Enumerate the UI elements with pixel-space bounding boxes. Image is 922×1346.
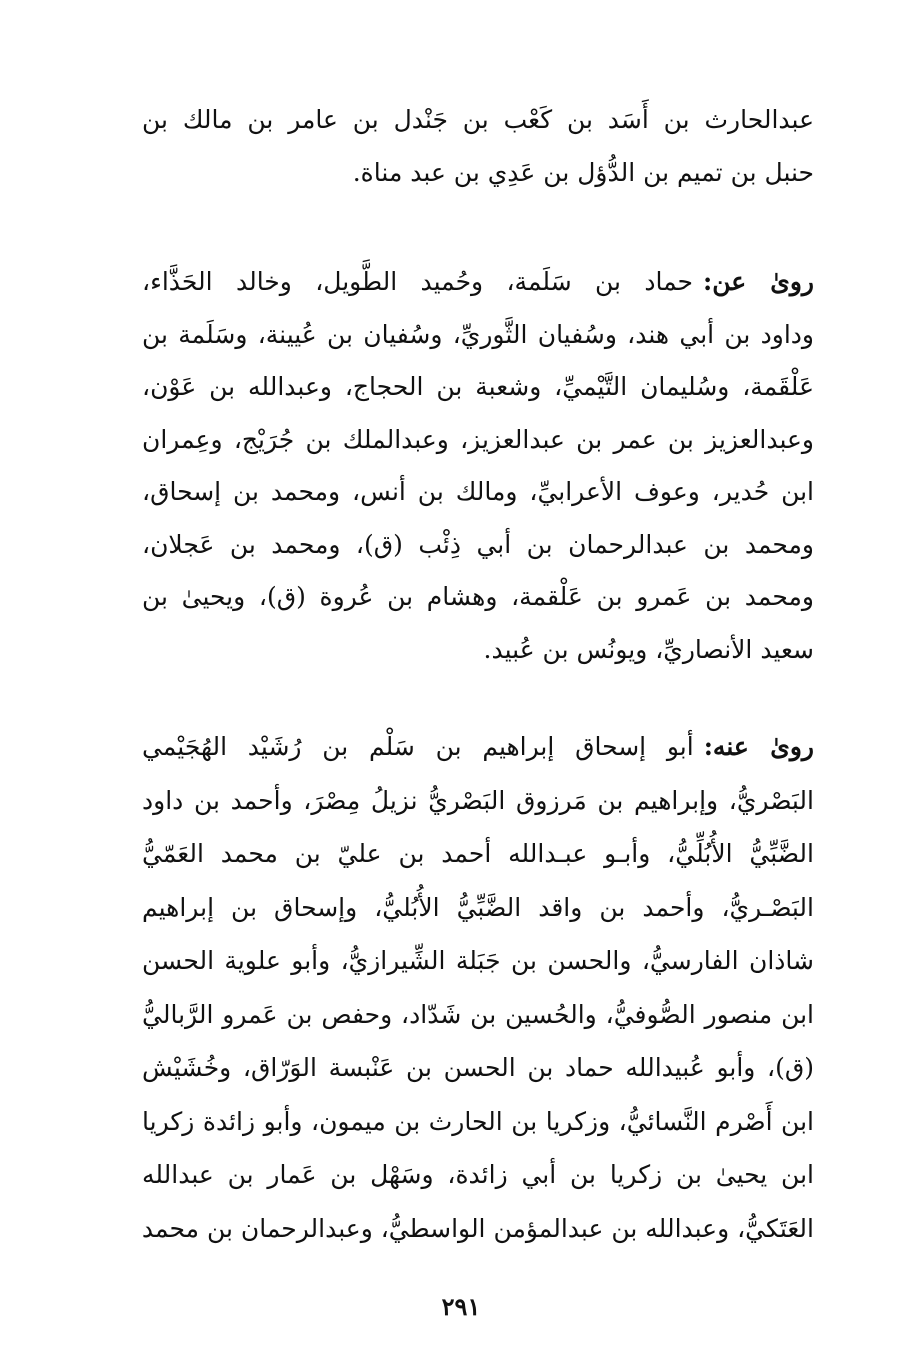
narrated-from-paragraph: [142, 256, 814, 676]
page-number: ٢٩١: [441, 1292, 481, 1321]
text-line: ابن أَصْرم النَّسائيُّ، وزكريا بن الحارث بن ميمون، وأبو زائدة زكريا: [142, 1106, 814, 1136]
text-line: [142, 720, 814, 774]
text-line: سعيد الأنصاريِّ، ويونُس بن عُبيد.: [483, 634, 814, 664]
narrated-by-paragraph: [142, 720, 814, 1255]
text-line: ابن يحيىٰ بن زكريا بن أبي زائدة، وسَهْل بن عَمار بن عبدالله: [142, 1160, 814, 1189]
text-line: ومحمد بن عَمرو بن عَلْقمة، وهشام بن عُروة (ق)، ويحيىٰ بن: [142, 582, 814, 611]
text-line: البَصْـريُّ، وأحمد بن واقد الضَّبِّيُّ الأُبُليُّ، وإسحاق بن إبراهيم: [142, 892, 814, 922]
lineage-paragraph: [142, 94, 814, 199]
text-line-content: حماد بن سَلَمة، وحُميد الطَّويل، وخالد الحَذَّاء،: [142, 267, 693, 296]
text-line: البَصْريُّ، وإبراهيم بن مَرزوق البَصْريُّ نزيلُ مِصْرَ، وأحمد بن داود: [142, 785, 814, 815]
text-line: ومحمد بن عبدالرحمان بن أبي ذِئْب (ق)، ومحمد بن عَجلان،: [142, 529, 814, 559]
text-line: وداود بن أبي هند، وسُفيان الثَّوريِّ، وسُفيان بن عُيينة، وسَلَمة بن: [142, 319, 814, 349]
text-line: العَتَكيُّ، وعبدالله بن عبدالمؤمن الواسطيُّ، وعبدالرحمان بن محمد: [141, 1213, 814, 1243]
text-line: ابن حُدير، وعوف الأعرابيِّ، ومالك بن أنس، ومحمد بن إسحاق،: [142, 477, 814, 506]
text-line: عبدالحارث بن أَسَد بن كَعْب بن جَنْدل بن عامر بن مالك بن: [142, 105, 814, 134]
text-line: الضَّبِّيُّ الأُبُلِّيُّ، وأبـو عبـدالله أحمد بن عليّ بن محمد العَمّيُّ: [142, 839, 814, 868]
text-line: حنبل بن تميم بن الدُّؤل بن عَدِي بن عبد مناة.: [352, 157, 814, 187]
text-line: [142, 256, 814, 309]
section-heading: روىٰ عن:: [703, 267, 815, 296]
text-line: شاذان الفارسيُّ، والحسن بن جَبَلة الشِّيرازيُّ، وأبو علوية الحسن: [142, 946, 814, 975]
text-line: وعبدالعزيز بن عمر بن عبدالعزيز، وعبدالملك بن جُرَيْج، وعِمران: [142, 424, 814, 454]
text-line: عَلْقَمة، وسُليمان التَّيْميِّ، وشعبة بن الحجاج، وعبدالله بن عَوْن،: [142, 372, 814, 401]
text-line: ابن منصور الصُّوفيُّ، والحُسين بن شَدّاد، وحفص بن عَمرو الرَّباليُّ: [142, 999, 814, 1029]
text-line: (ق)، وأبو عُبيدالله حماد بن الحسن بن عَنْبسة الوَرّاق، وخُشَيْش: [142, 1053, 814, 1082]
text-line-content: أبو إسحاق إبراهيم بن سَلْم بن رُشَيْد الهُجَيْمي: [142, 732, 694, 761]
section-heading: روىٰ عنه:: [703, 732, 814, 761]
